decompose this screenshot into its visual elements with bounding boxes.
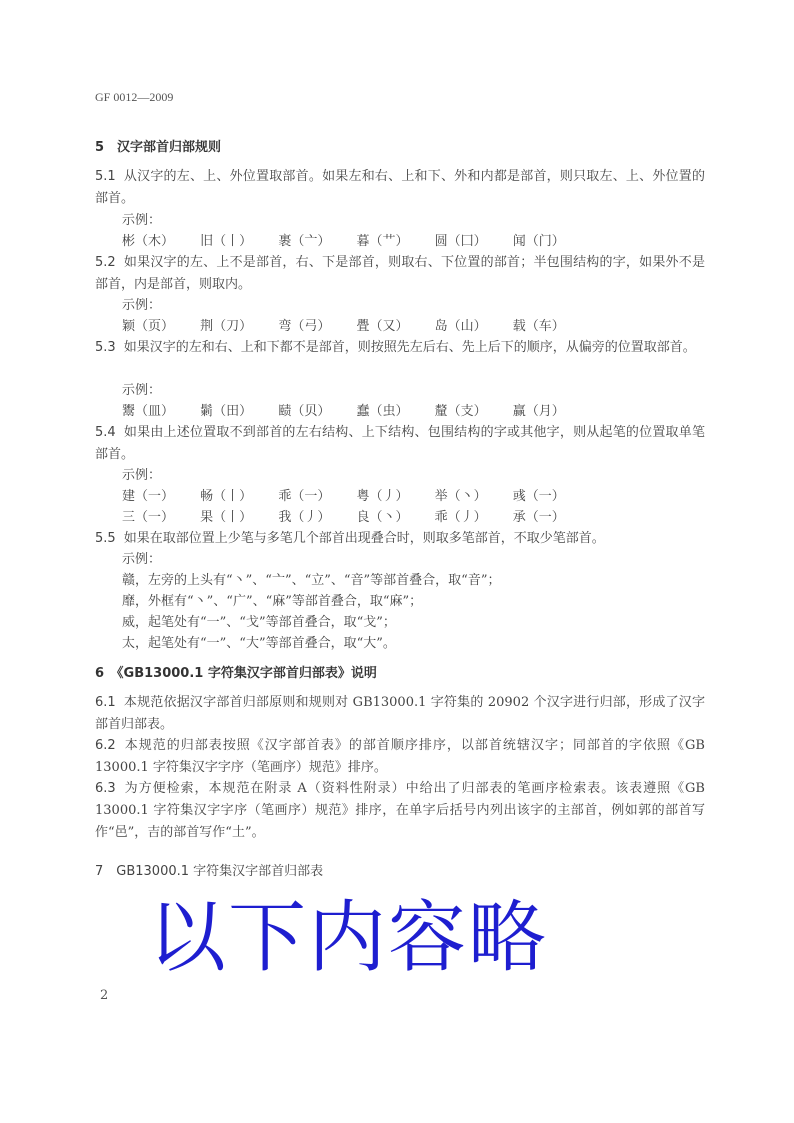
rule-5-1: [95, 166, 705, 210]
example-item: 岛（山）: [434, 319, 487, 334]
example-item: 三（一）: [122, 510, 175, 525]
omitted-content-stamp: 以下内容略: [148, 893, 549, 983]
example-row: [122, 316, 587, 338]
example-item: 弯（弓）: [278, 319, 331, 334]
para-text: 为方便检索，本规范在附录 A（资料性附录）中给出了归部表的笔画序检索表。该表遵照《GB 13000.1 字符集汉字字序（笔画序）规范》排序，在单字后括号内列出该字的主部首，例如郭的部首写作“邑”，吉的部首写作“土”。: [95, 781, 705, 840]
example-row: [122, 231, 587, 253]
rule-text: 如果由上述位置取不到部首的左右结构、上下结构、包围结构的字或其他字，则从起笔的位置取单笔部首。: [95, 425, 705, 462]
example-item: 鬎（田）: [200, 404, 253, 419]
para-text: 本规范的归部表按照《汉字部首表》的部首顺序排序，以部首统辖汉字；同部首的字依照《GB 13000.1 字符集汉字字序（笔画序）规范》排序。: [95, 738, 705, 775]
para-number: 6.1: [95, 695, 116, 710]
example-item: 良（丶）: [356, 510, 409, 525]
example-item: 闻（门）: [512, 234, 565, 249]
section-6-heading: 6 《GB13000.1 字符集汉字部首归部表》说明: [95, 666, 377, 681]
example-item: 载（车）: [512, 319, 565, 334]
example-item: 举（丶）: [434, 489, 487, 504]
example-note: 赣，左旁的上头有“丶”、“亠”、“立”、“音”等部首叠合，取“音”；: [122, 573, 501, 588]
example-note: 靡，外框有“丶”、“广”、“麻”等部首叠合，取“麻”；: [122, 594, 423, 609]
rule-text: 如果汉字的左和右、上和下都不是部首，则按照先左后右、先上后下的顺序，从偏旁的位置取部首。: [123, 340, 696, 355]
example-item: 我（丿）: [278, 510, 331, 525]
para-text: 本规范依据汉字部首归部原则和规则对 GB13000.1 字符集的 20902 个汉字进行归部，形成了汉字部首归部表。: [95, 695, 705, 732]
example-item: 釐（支）: [434, 404, 487, 419]
rule-5-4: [95, 422, 705, 466]
page-number: 2: [100, 988, 109, 1003]
example-item: 粤（丿）: [356, 489, 409, 504]
section-5-heading: 5 汉字部首归部规则: [95, 140, 222, 155]
example-item: 乖（丿）: [434, 510, 487, 525]
rule-number: 5.5: [95, 531, 116, 546]
example-item: 蠢（虫）: [356, 404, 409, 419]
rule-number: 5.4: [95, 425, 116, 440]
example-item: 颖（页）: [122, 319, 175, 334]
example-item: 畅（丨）: [200, 489, 253, 504]
example-item: 荆（刀）: [200, 319, 253, 334]
rule-5-5: [95, 528, 705, 550]
example-item: 裹（亠）: [278, 234, 331, 249]
document-code: GF 0012—2009: [95, 90, 174, 104]
example-row: [122, 486, 587, 508]
example-item: 赢（月）: [512, 404, 565, 419]
example-item: 乖（一）: [278, 489, 331, 504]
rule-number: 5.2: [95, 255, 116, 270]
example-item: 建（一）: [122, 489, 175, 504]
example-label: 示例：: [122, 383, 162, 398]
example-note: 太，起笔处有“一”、“大”等部首叠合，取“大”。: [122, 636, 396, 651]
example-row: [122, 401, 587, 423]
example-item: 暮（艹）: [356, 234, 409, 249]
para-6-3: [95, 778, 705, 844]
para-number: 6.2: [95, 738, 116, 753]
rule-text: 如果汉字的左、上不是部首，右、下是部首，则取右、下位置的部首；半包围结构的字，如果外不是部首，内是部首，则取内。: [95, 255, 705, 292]
example-label: 示例：: [122, 552, 162, 567]
rule-text: 从汉字的左、上、外位置取部首。如果左和右、上和下、外和内都是部首，则只取左、上、外位置的部首。: [95, 169, 705, 206]
example-note: 威，起笔处有“一”、“戈”等部首叠合，取“戈”；: [122, 615, 396, 630]
example-row: [122, 507, 587, 529]
para-6-1: [95, 692, 705, 736]
example-label: 示例：: [122, 468, 162, 483]
example-item: 彬（木）: [122, 234, 175, 249]
para-6-2: [95, 735, 705, 779]
rule-text: 如果在取部位置上少笔与多笔几个部首出现叠合时，则取多笔部首，不取少笔部首。: [123, 531, 605, 546]
rule-5-2: [95, 252, 705, 296]
example-item: 圆（囗）: [434, 234, 487, 249]
example-label: 示例：: [122, 213, 162, 228]
example-item: 果（丨）: [200, 510, 253, 525]
example-item: 彧（一）: [512, 489, 565, 504]
rule-number: 5.1: [95, 169, 116, 184]
rule-5-3: [95, 337, 705, 359]
example-label: 示例：: [122, 298, 162, 313]
section-7-heading: 7 GB13000.1 字符集汉字部首归部表: [95, 864, 324, 879]
rule-number: 5.3: [95, 340, 116, 355]
example-item: 赜（贝）: [278, 404, 331, 419]
example-item: 鬻（皿）: [122, 404, 175, 419]
example-item: 舋（又）: [356, 319, 409, 334]
example-item: 旧（丨）: [200, 234, 253, 249]
para-number: 6.3: [95, 781, 116, 796]
example-item: 承（一）: [512, 510, 565, 525]
